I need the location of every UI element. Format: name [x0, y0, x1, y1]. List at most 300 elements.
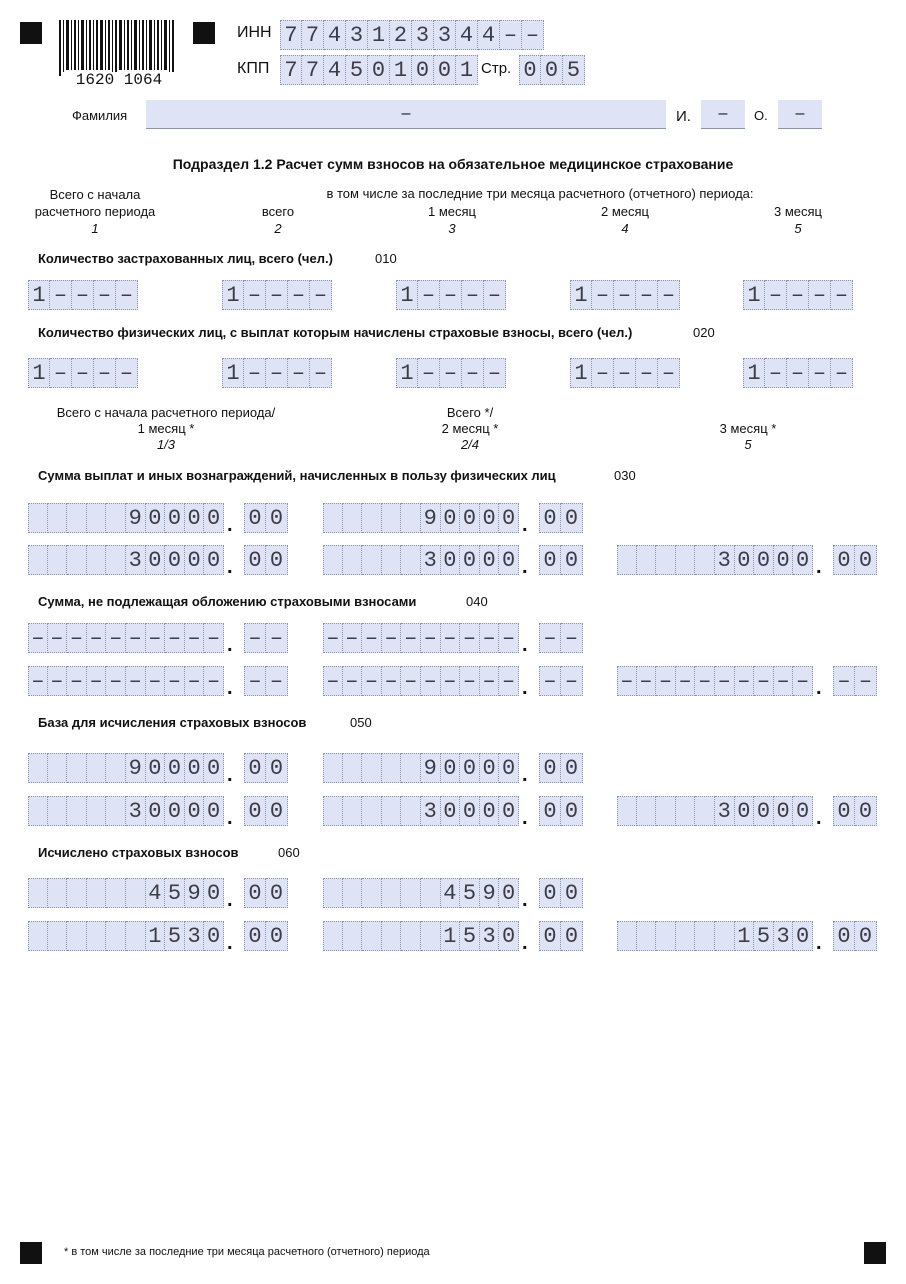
char-cell: – — [614, 358, 636, 388]
char-cell: 0 — [146, 545, 166, 575]
char-cell: – — [106, 666, 126, 696]
char-cell: 1 — [396, 358, 418, 388]
inn-field[interactable] — [280, 20, 544, 50]
char-cell: – — [50, 358, 72, 388]
char-cell: 0 — [561, 503, 583, 533]
char-cell: 0 — [412, 55, 434, 85]
row-050-bottom-field-3-integer[interactable] — [617, 796, 813, 826]
decimal-point: . — [522, 889, 528, 911]
char-cell: 0 — [833, 545, 855, 575]
char-cell: 0 — [266, 545, 288, 575]
char-cell — [637, 545, 657, 575]
char-cell: 0 — [499, 753, 519, 783]
char-cell: 0 — [539, 921, 561, 951]
char-cell: – — [522, 20, 544, 50]
col3-header — [402, 203, 502, 237]
char-cell: 3 — [774, 921, 794, 951]
char-cell: – — [323, 623, 343, 653]
char-cell — [87, 796, 107, 826]
row-040-label: Сумма, не подлежащая обложению страховыми взносами — [38, 594, 417, 609]
char-cell — [382, 753, 402, 783]
char-cell: 7 — [302, 20, 324, 50]
char-cell: 3 — [412, 20, 434, 50]
row-030-bottom-field-1-decimal[interactable] — [244, 545, 288, 575]
char-cell: – — [244, 358, 266, 388]
char-cell: 2 — [390, 20, 412, 50]
char-cell — [126, 878, 146, 908]
char-cell: – — [418, 280, 440, 310]
char-cell: 0 — [539, 503, 561, 533]
char-cell — [656, 545, 676, 575]
row-050-top-field-2-integer[interactable] — [323, 753, 519, 783]
char-cell: – — [484, 280, 506, 310]
char-cell: 0 — [499, 796, 519, 826]
char-cell — [67, 878, 87, 908]
row-060-bottom-field-3-decimal[interactable] — [833, 921, 877, 951]
char-cell: – — [323, 666, 343, 696]
row-010-field-2[interactable] — [222, 280, 332, 310]
row-040-bottom-field-2-decimal[interactable] — [539, 666, 583, 696]
char-cell: 1 — [396, 280, 418, 310]
char-cell: – — [715, 666, 735, 696]
char-cell — [87, 503, 107, 533]
char-cell — [28, 503, 48, 533]
char-cell: 0 — [499, 878, 519, 908]
char-cell: – — [480, 666, 500, 696]
row-030-bottom-field-3-decimal[interactable] — [833, 545, 877, 575]
char-cell: 0 — [855, 796, 877, 826]
char-cell — [382, 545, 402, 575]
mid-col3-line1: 3 месяц * — [719, 421, 777, 436]
char-cell: 1 — [735, 921, 755, 951]
char-cell: – — [637, 666, 657, 696]
char-cell: 0 — [244, 921, 266, 951]
row-060-bottom-field-1-decimal[interactable] — [244, 921, 288, 951]
char-cell: 0 — [434, 55, 456, 85]
char-cell — [695, 921, 715, 951]
char-cell — [67, 796, 87, 826]
char-cell — [67, 503, 87, 533]
char-cell: – — [72, 280, 94, 310]
char-cell: 4 — [324, 20, 346, 50]
char-cell: – — [592, 358, 614, 388]
char-cell: 0 — [561, 545, 583, 575]
char-cell: – — [484, 358, 506, 388]
char-cell — [617, 921, 637, 951]
footnote: * в том числе за последние три месяца расчетного (отчетного) периода — [64, 1246, 430, 1258]
char-cell: 0 — [204, 796, 224, 826]
row-050-bottom-field-2-integer[interactable] — [323, 796, 519, 826]
row-060-top-field-1-decimal[interactable] — [244, 878, 288, 908]
char-cell — [48, 796, 68, 826]
char-cell: 0 — [185, 796, 205, 826]
char-cell: 0 — [266, 878, 288, 908]
surname-field[interactable]: – — [146, 100, 666, 129]
char-cell: – — [855, 666, 877, 696]
corner-marker-bottom-right — [864, 1242, 886, 1264]
mid-col2-line1: Всего */ — [446, 405, 494, 420]
row-060-code: 060 — [278, 845, 300, 860]
char-cell: 1 — [222, 358, 244, 388]
char-cell — [323, 545, 343, 575]
char-cell — [28, 545, 48, 575]
char-cell — [48, 503, 68, 533]
char-cell: – — [87, 666, 107, 696]
char-cell: 0 — [266, 796, 288, 826]
char-cell: – — [244, 623, 266, 653]
char-cell: – — [658, 358, 680, 388]
char-cell — [695, 796, 715, 826]
row-040-bottom-field-2-integer[interactable] — [323, 666, 519, 696]
row-040-top-field-1-integer[interactable] — [28, 623, 224, 653]
char-cell — [656, 796, 676, 826]
char-cell: – — [793, 666, 813, 696]
decimal-point: . — [522, 556, 528, 578]
char-cell: 9 — [126, 753, 146, 783]
char-cell: – — [636, 280, 658, 310]
row-010-field-3[interactable] — [396, 280, 506, 310]
char-cell: 0 — [855, 545, 877, 575]
char-cell: – — [185, 666, 205, 696]
row-010-field-5[interactable] — [743, 280, 853, 310]
char-cell: 9 — [185, 878, 205, 908]
char-cell: 0 — [244, 753, 266, 783]
char-cell: – — [266, 358, 288, 388]
row-050-top-field-1-decimal[interactable] — [244, 753, 288, 783]
char-cell: – — [695, 666, 715, 696]
char-cell: 9 — [421, 503, 441, 533]
char-cell: 5 — [460, 921, 480, 951]
row-040-top-field-2-integer[interactable] — [323, 623, 519, 653]
corner-marker-bottom-left — [20, 1242, 42, 1264]
char-cell — [343, 878, 363, 908]
row-060-bottom-field-2-integer[interactable] — [323, 921, 519, 951]
char-cell: – — [636, 358, 658, 388]
char-cell: – — [165, 623, 185, 653]
char-cell: 0 — [244, 796, 266, 826]
char-cell: 0 — [793, 796, 813, 826]
row-030-top-field-2-decimal[interactable] — [539, 503, 583, 533]
col4-header-label: 2 месяц — [601, 204, 649, 219]
inn-label: ИНН — [237, 24, 272, 41]
row-020-field-5[interactable] — [743, 358, 853, 388]
row-060-top-field-2-decimal[interactable] — [539, 878, 583, 908]
row-040-bottom-field-1-decimal[interactable] — [244, 666, 288, 696]
row-050-bottom-field-1-integer[interactable] — [28, 796, 224, 826]
char-cell — [421, 921, 441, 951]
col1-header-line1: Всего с начала — [49, 187, 141, 202]
char-cell — [362, 796, 382, 826]
row-060-bottom-field-1-integer[interactable] — [28, 921, 224, 951]
char-cell: – — [831, 280, 853, 310]
char-cell — [67, 921, 87, 951]
char-cell — [382, 503, 402, 533]
char-cell: 0 — [519, 55, 541, 85]
char-cell: – — [72, 358, 94, 388]
row-060-bottom-field-2-decimal[interactable] — [539, 921, 583, 951]
char-cell — [362, 545, 382, 575]
row-010-field-4[interactable] — [570, 280, 680, 310]
char-cell — [28, 753, 48, 783]
char-cell: – — [787, 358, 809, 388]
char-cell: – — [809, 280, 831, 310]
char-cell: – — [28, 623, 48, 653]
row-030-bottom-field-3-integer[interactable] — [617, 545, 813, 575]
char-cell: – — [106, 623, 126, 653]
char-cell: 0 — [204, 753, 224, 783]
char-cell: 0 — [499, 921, 519, 951]
char-cell: 0 — [735, 796, 755, 826]
row-010-field-1[interactable] — [28, 280, 138, 310]
char-cell: – — [288, 358, 310, 388]
row-040-bottom-field-3-decimal[interactable] — [833, 666, 877, 696]
char-cell: 0 — [266, 503, 288, 533]
char-cell — [87, 753, 107, 783]
row-030-bottom-field-2-integer[interactable] — [323, 545, 519, 575]
decimal-point: . — [227, 514, 233, 536]
char-cell — [323, 503, 343, 533]
char-cell — [617, 545, 637, 575]
char-cell: 7 — [280, 55, 302, 85]
char-cell — [48, 753, 68, 783]
char-cell: 0 — [204, 545, 224, 575]
row-020-code: 020 — [693, 325, 715, 340]
col3-header-label: 1 месяц — [428, 204, 476, 219]
row-040-bottom-field-1-integer[interactable] — [28, 666, 224, 696]
decimal-point: . — [816, 807, 822, 829]
char-cell: – — [833, 666, 855, 696]
row-050-bottom-field-3-decimal[interactable] — [833, 796, 877, 826]
decimal-point: . — [227, 932, 233, 954]
char-cell: – — [774, 666, 794, 696]
mid-col2-header — [390, 405, 550, 453]
char-cell: 9 — [126, 503, 146, 533]
char-cell: 0 — [561, 878, 583, 908]
char-cell: 0 — [480, 503, 500, 533]
char-cell: 0 — [185, 545, 205, 575]
char-cell: – — [266, 280, 288, 310]
char-cell: – — [617, 666, 637, 696]
char-cell: 0 — [754, 545, 774, 575]
char-cell: 0 — [165, 753, 185, 783]
char-cell — [656, 921, 676, 951]
char-cell: 0 — [441, 796, 461, 826]
char-cell: – — [266, 666, 288, 696]
row-040-bottom-field-3-integer[interactable] — [617, 666, 813, 696]
char-cell: 5 — [563, 55, 585, 85]
char-cell: 0 — [499, 503, 519, 533]
char-cell — [382, 796, 402, 826]
row-020-field-1[interactable] — [28, 358, 138, 388]
kpp-label: КПП — [237, 60, 270, 77]
char-cell: 1 — [222, 280, 244, 310]
row-050-bottom-field-2-decimal[interactable] — [539, 796, 583, 826]
char-cell: 4 — [478, 20, 500, 50]
char-cell: – — [146, 666, 166, 696]
char-cell: 0 — [244, 545, 266, 575]
decimal-point: . — [816, 932, 822, 954]
char-cell — [106, 921, 126, 951]
char-cell: – — [418, 358, 440, 388]
char-cell — [401, 503, 421, 533]
char-cell: – — [614, 280, 636, 310]
patronymic-label: О. — [754, 108, 768, 123]
char-cell: – — [362, 666, 382, 696]
char-cell: 1 — [570, 280, 592, 310]
row-030-top-field-1-integer[interactable] — [28, 503, 224, 533]
decimal-point: . — [227, 556, 233, 578]
char-cell — [362, 753, 382, 783]
char-cell: 3 — [185, 921, 205, 951]
char-cell: 0 — [460, 503, 480, 533]
char-cell: – — [421, 666, 441, 696]
decimal-point: . — [227, 807, 233, 829]
char-cell — [126, 921, 146, 951]
char-cell: 1 — [456, 55, 478, 85]
char-cell: – — [460, 666, 480, 696]
char-cell: – — [656, 666, 676, 696]
char-cell: – — [561, 623, 583, 653]
char-cell — [48, 921, 68, 951]
char-cell: – — [67, 623, 87, 653]
char-cell: 0 — [735, 545, 755, 575]
char-cell: 0 — [539, 796, 561, 826]
row-030-bottom-field-2-decimal[interactable] — [539, 545, 583, 575]
col5-number: 5 — [794, 221, 802, 236]
char-cell: 0 — [244, 503, 266, 533]
char-cell: – — [460, 623, 480, 653]
mid-col3-header — [678, 421, 818, 453]
char-cell: – — [735, 666, 755, 696]
patronymic-field[interactable]: – — [778, 100, 822, 129]
char-cell: 0 — [480, 545, 500, 575]
char-cell: – — [561, 666, 583, 696]
char-cell — [343, 503, 363, 533]
char-cell — [695, 545, 715, 575]
char-cell — [106, 796, 126, 826]
char-cell: 0 — [774, 796, 794, 826]
char-cell: – — [765, 280, 787, 310]
row-060-top-field-1-integer[interactable] — [28, 878, 224, 908]
char-cell: 0 — [833, 921, 855, 951]
char-cell: 0 — [441, 503, 461, 533]
char-cell — [382, 921, 402, 951]
char-cell: 7 — [302, 55, 324, 85]
row-050-top-field-2-decimal[interactable] — [539, 753, 583, 783]
row-010-label: Количество застрахованных лиц, всего (чел.) — [38, 251, 333, 266]
char-cell: 0 — [539, 753, 561, 783]
decimal-point: . — [522, 514, 528, 536]
char-cell: – — [499, 666, 519, 696]
char-cell: – — [441, 623, 461, 653]
char-cell: 5 — [165, 921, 185, 951]
char-cell — [343, 753, 363, 783]
char-cell: – — [401, 666, 421, 696]
char-cell: – — [185, 623, 205, 653]
decimal-point: . — [227, 634, 233, 656]
char-cell: 0 — [266, 753, 288, 783]
char-cell: – — [499, 623, 519, 653]
row-050-top-field-1-integer[interactable] — [28, 753, 224, 783]
char-cell: 3 — [126, 796, 146, 826]
char-cell — [676, 921, 696, 951]
mid-col1-line1: Всего с начала расчетного периода/ — [56, 405, 276, 420]
row-030-top-field-1-decimal[interactable] — [244, 503, 288, 533]
col2-header — [228, 203, 328, 237]
char-cell: 3 — [715, 545, 735, 575]
row-030-bottom-field-1-integer[interactable] — [28, 545, 224, 575]
char-cell — [323, 921, 343, 951]
char-cell — [106, 545, 126, 575]
char-cell: 0 — [561, 921, 583, 951]
row-060-bottom-field-3-integer[interactable] — [617, 921, 813, 951]
char-cell — [28, 921, 48, 951]
char-cell: 0 — [204, 878, 224, 908]
char-cell: 0 — [368, 55, 390, 85]
char-cell: 0 — [266, 921, 288, 951]
row-040-top-field-2-decimal[interactable] — [539, 623, 583, 653]
name-field[interactable]: – — [701, 100, 745, 129]
char-cell — [421, 878, 441, 908]
char-cell: – — [126, 623, 146, 653]
page-label: Стр. — [481, 60, 512, 77]
char-cell: 0 — [146, 796, 166, 826]
char-cell: – — [500, 20, 522, 50]
char-cell: 0 — [480, 753, 500, 783]
char-cell: – — [658, 280, 680, 310]
char-cell — [401, 796, 421, 826]
col2-header-label: всего — [261, 204, 295, 219]
char-cell: 0 — [146, 753, 166, 783]
char-cell: 5 — [346, 55, 368, 85]
page-field[interactable] — [519, 55, 585, 85]
char-cell: – — [126, 666, 146, 696]
char-cell: 0 — [499, 545, 519, 575]
row-020-field-4[interactable] — [570, 358, 680, 388]
char-cell: 0 — [460, 796, 480, 826]
col5-header-label: 3 месяц — [774, 204, 822, 219]
char-cell — [48, 878, 68, 908]
row-050-bottom-field-1-decimal[interactable] — [244, 796, 288, 826]
char-cell: – — [116, 280, 138, 310]
section-title: Подраздел 1.2 Расчет сумм взносов на обязательное медицинское страхование — [172, 156, 734, 172]
char-cell: 0 — [541, 55, 563, 85]
char-cell — [323, 753, 343, 783]
char-cell: 7 — [280, 20, 302, 50]
surname-label: Фамилия — [72, 108, 128, 123]
char-cell — [715, 921, 735, 951]
char-cell — [617, 796, 637, 826]
row-030-top-field-2-integer[interactable] — [323, 503, 519, 533]
kpp-field[interactable] — [280, 55, 478, 85]
char-cell: – — [480, 623, 500, 653]
char-cell: 1 — [570, 358, 592, 388]
char-cell — [401, 878, 421, 908]
char-cell: 3 — [421, 796, 441, 826]
char-cell: – — [462, 358, 484, 388]
col4-number: 4 — [621, 221, 629, 236]
row-020-field-3[interactable] — [396, 358, 506, 388]
row-060-top-field-2-integer[interactable] — [323, 878, 519, 908]
char-cell: – — [539, 623, 561, 653]
col2-number: 2 — [274, 221, 282, 236]
char-cell: 0 — [165, 503, 185, 533]
row-040-top-field-1-decimal[interactable] — [244, 623, 288, 653]
char-cell: 1 — [146, 921, 166, 951]
char-cell — [87, 878, 107, 908]
mid-col3-number: 5 — [744, 437, 752, 452]
row-020-field-2[interactable] — [222, 358, 332, 388]
